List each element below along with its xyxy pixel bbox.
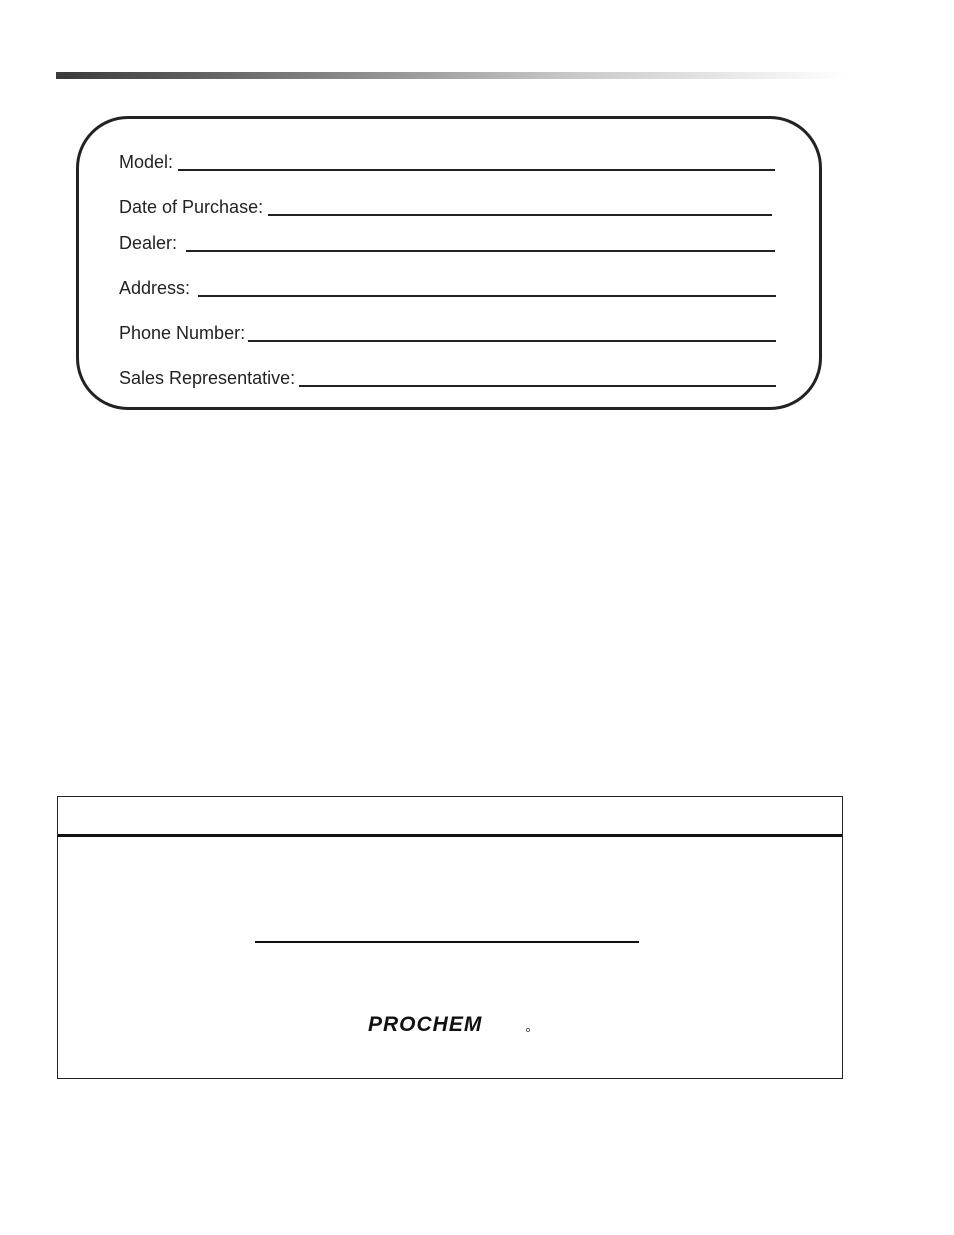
date-of-purchase-field[interactable] (119, 192, 772, 218)
model-line[interactable] (178, 169, 775, 171)
date-of-purchase-line[interactable] (268, 214, 772, 216)
header-rule (56, 72, 846, 79)
address-line[interactable] (198, 295, 776, 297)
sales-representative-label: Sales Representative: (119, 368, 296, 388)
sales-representative-line[interactable] (299, 385, 776, 387)
phone-number-label: Phone Number: (119, 323, 246, 343)
info-box-divider (58, 834, 842, 837)
dealer-line[interactable] (186, 250, 775, 252)
phone-number-line[interactable] (248, 340, 776, 342)
signature-line (255, 941, 639, 943)
phone-number-field[interactable] (119, 318, 776, 344)
model-field[interactable] (119, 147, 775, 173)
dealer-label: Dealer: (119, 233, 178, 253)
prochem-logo-icon (358, 1011, 538, 1037)
dealer-field[interactable] (119, 228, 775, 254)
model-label: Model: (119, 152, 174, 172)
prochem-logo-svg (358, 1011, 538, 1037)
registered-mark-icon (526, 1028, 529, 1031)
footer-info-box (57, 796, 843, 1079)
sales-representative-field[interactable] (119, 363, 776, 389)
date-of-purchase-label: Date of Purchase: (119, 197, 264, 217)
address-label: Address: (119, 278, 191, 298)
logo-wordmark: PROCHEM (368, 1013, 483, 1036)
address-field[interactable] (119, 273, 776, 299)
purchase-record-card (76, 116, 822, 410)
